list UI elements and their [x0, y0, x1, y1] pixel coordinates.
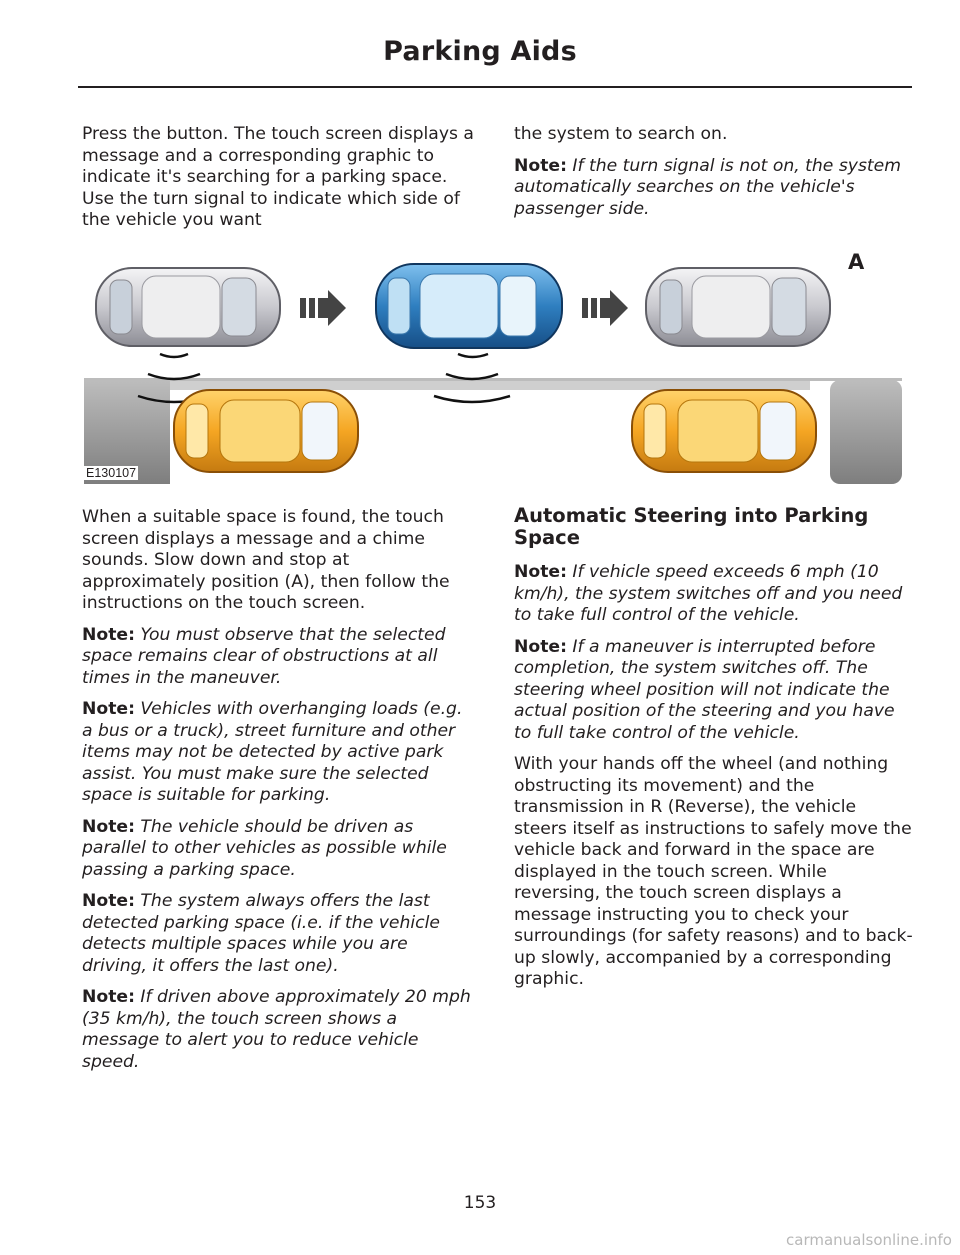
note-text: If the turn signal is not on, the system automatically searches on the vehicle's passenger side. [514, 155, 901, 219]
note [82, 987, 478, 1073]
paragraph: the system to search on. [514, 124, 728, 144]
car-grey-left [96, 268, 280, 346]
note-label: Note: [514, 155, 567, 176]
note [82, 891, 478, 977]
note [82, 699, 478, 807]
parking-search-illustration [82, 250, 904, 484]
paragraph: With your hands off the wheel (and nothing obstructing its movement) and the transmission in R (Reverse), the vehicle steers itself as instructions to safely move the vehicle back and forward in the space are displayed in the touch screen. While reversing, the touch screen displays a message instructing you to check your surroundings (for safety reasons) and to back-up slowly, accompanied by a corresponding graphic. [514, 754, 913, 989]
note-text: If a maneuver is interrupted before completion, the system switches off. The steering wheel position will not indicate the actual position of the steering and you have to full take control of the vehicle. [514, 636, 895, 743]
note-label: Note: [82, 891, 135, 911]
note-label: Note: [82, 816, 135, 837]
column-top-right [514, 124, 914, 230]
car-blue-own [376, 264, 562, 348]
note-text: The vehicle should be driven as parallel to other vehicles as possible while passing a parking space. [82, 816, 447, 880]
paragraph: When a suitable space is found, the touch screen displays a message and a chime sounds. Slow down and stop at approximately position (A), then follow the instructions on the touch screen. [82, 507, 450, 613]
watermark: carmanualsonline.info [786, 1231, 952, 1249]
curb-middle [170, 380, 810, 390]
arrow-right-icon [582, 290, 628, 326]
column-bottom-right [514, 505, 914, 1001]
figure-code: E130107 [86, 466, 137, 480]
note [514, 562, 914, 627]
note-label: Note: [82, 699, 135, 719]
note [82, 817, 478, 882]
section-heading: Automatic Steering into Parking Space [514, 504, 869, 549]
note-text: Vehicles with overhanging loads (e.g. a bus or a truck), street furniture and other items may not be detected by active park assist. You must make sure the selected space is suitable for parking. [82, 699, 463, 805]
paragraph: Press the button. The touch screen displays a message and a corresponding graphic to indicate it's searching for a parking space. Use the turn signal to indicate which side of the vehicle you want [82, 124, 474, 230]
note-label: Note: [514, 562, 567, 582]
note-label: Note: [514, 636, 567, 657]
car-orange-parked [174, 390, 358, 472]
note-text: If vehicle speed exceeds 6 mph (10 km/h), the system switches off and you need to take full control of the vehicle. [514, 562, 903, 625]
note-text: The system always offers the last detected parking space (i.e. if the vehicle detects multiple spaces while you are driving, it offers the last one). [82, 891, 440, 976]
position-label-a: A [848, 250, 865, 274]
note-text: If driven above approximately 20 mph (35 km/h), the touch screen shows a message to alert you to reduce vehicle speed. [82, 987, 471, 1072]
note [514, 637, 914, 745]
page-title: Parking Aids [383, 36, 577, 67]
note-text: You must observe that the selected space remains clear of obstructions at all times in the maneuver. [82, 624, 446, 688]
page-number: 153 [463, 1193, 497, 1213]
car-orange-parked [632, 390, 816, 472]
note [82, 625, 478, 690]
illustration-svg [82, 250, 904, 484]
note [514, 156, 914, 221]
car-grey-right [646, 268, 830, 346]
curb-right [830, 380, 902, 484]
arrow-right-icon [300, 290, 346, 326]
note-label: Note: [82, 987, 135, 1007]
note-label: Note: [82, 624, 135, 645]
column-top-left [82, 124, 478, 242]
column-bottom-left [82, 507, 478, 1083]
header-divider [78, 86, 912, 88]
